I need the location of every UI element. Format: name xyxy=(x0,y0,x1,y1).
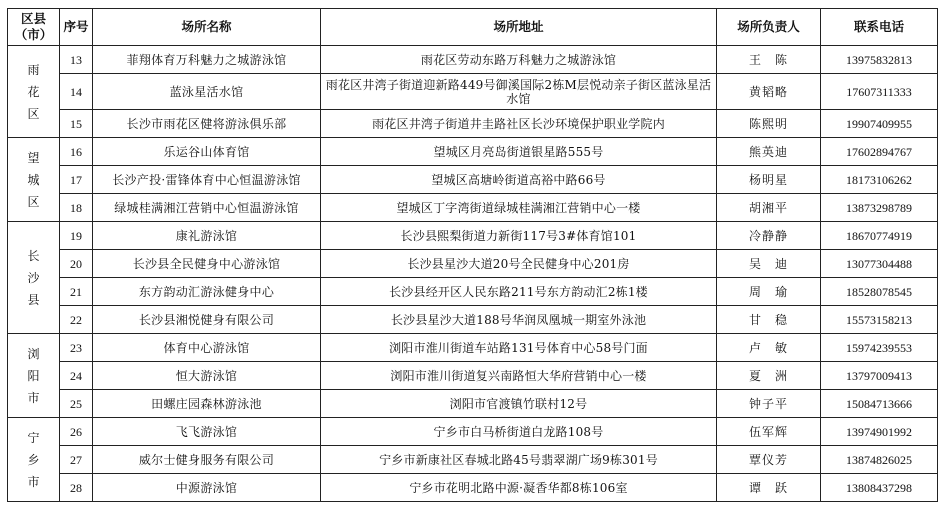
venue-table xyxy=(7,8,938,502)
manager-cell: 伍军辉 xyxy=(717,418,821,446)
header-manager: 场所负责人 xyxy=(717,9,821,46)
manager-cell: 钟子平 xyxy=(717,390,821,418)
table-row xyxy=(8,390,938,418)
phone-cell: 13974901992 xyxy=(821,418,938,446)
venue-address-cell: 望城区月亮岛街道银星路555号 xyxy=(321,138,717,166)
table-body xyxy=(8,46,938,502)
phone-cell: 15084713666 xyxy=(821,390,938,418)
venue-address-cell: 长沙县星沙大道20号全民健身中心201房 xyxy=(321,250,717,278)
venue-address-cell: 宁乡市新康社区春城北路45号翡翠湖广场9栋301号 xyxy=(321,446,717,474)
seq-cell: 25 xyxy=(60,390,93,418)
manager-cell: 黄韬略 xyxy=(717,74,821,110)
phone-cell: 13873298789 xyxy=(821,194,938,222)
venue-address-cell: 长沙县星沙大道188号华润凤凰城一期室外泳池 xyxy=(321,306,717,334)
table-row xyxy=(8,334,938,362)
manager-cell: 周 瑜 xyxy=(717,278,821,306)
venue-address-cell: 宁乡市白马桥街道白龙路108号 xyxy=(321,418,717,446)
district-cell xyxy=(8,138,60,222)
phone-cell: 13874826025 xyxy=(821,446,938,474)
venue-address-cell: 浏阳市淮川街道复兴南路恒大华府营销中心一楼 xyxy=(321,362,717,390)
manager-cell: 卢 敏 xyxy=(717,334,821,362)
seq-cell: 24 xyxy=(60,362,93,390)
phone-cell: 13808437298 xyxy=(821,474,938,502)
venue-name-cell: 飞飞游泳馆 xyxy=(93,418,321,446)
venue-name-cell: 长沙产投·雷锋体育中心恒温游泳馆 xyxy=(93,166,321,194)
venue-name-cell: 东方韵动汇游泳健身中心 xyxy=(93,278,321,306)
manager-cell: 王 陈 xyxy=(717,46,821,74)
header-name: 场所名称 xyxy=(93,9,321,46)
seq-cell: 19 xyxy=(60,222,93,250)
phone-cell: 13975832813 xyxy=(821,46,938,74)
table-row xyxy=(8,166,938,194)
manager-cell: 胡湘平 xyxy=(717,194,821,222)
venue-name-cell: 乐运谷山体育馆 xyxy=(93,138,321,166)
seq-cell: 22 xyxy=(60,306,93,334)
venue-name-cell: 长沙县湘悦健身有限公司 xyxy=(93,306,321,334)
phone-cell: 13797009413 xyxy=(821,362,938,390)
table-row xyxy=(8,418,938,446)
manager-cell: 覃仪芳 xyxy=(717,446,821,474)
phone-cell: 18670774919 xyxy=(821,222,938,250)
table-row xyxy=(8,138,938,166)
venue-address-cell: 宁乡市花明北路中源·凝香华都8栋106室 xyxy=(321,474,717,502)
table-row xyxy=(8,46,938,74)
seq-cell: 20 xyxy=(60,250,93,278)
seq-cell: 27 xyxy=(60,446,93,474)
seq-cell: 14 xyxy=(60,74,93,110)
venue-address-cell: 长沙县熙梨街道力新街117号3#体育馆101 xyxy=(321,222,717,250)
district-label: 浏阳市 xyxy=(27,346,40,405)
table-row xyxy=(8,362,938,390)
manager-cell: 冷静静 xyxy=(717,222,821,250)
manager-cell: 陈熙明 xyxy=(717,110,821,138)
venue-name-cell: 菲翔体育万科魅力之城游泳馆 xyxy=(93,46,321,74)
venue-name-cell: 中源游泳馆 xyxy=(93,474,321,502)
venue-address-cell: 长沙县经开区人民东路211号东方韵动汇2栋1楼 xyxy=(321,278,717,306)
header-address: 场所地址 xyxy=(321,9,717,46)
seq-cell: 23 xyxy=(60,334,93,362)
manager-cell: 甘 稳 xyxy=(717,306,821,334)
table-row xyxy=(8,110,938,138)
seq-cell: 28 xyxy=(60,474,93,502)
table-row xyxy=(8,278,938,306)
header-district: 区县（市） xyxy=(8,9,60,46)
phone-cell: 19907409955 xyxy=(821,110,938,138)
manager-cell: 吴 迪 xyxy=(717,250,821,278)
phone-cell: 15573158213 xyxy=(821,306,938,334)
phone-cell: 13077304488 xyxy=(821,250,938,278)
district-cell xyxy=(8,46,60,138)
phone-cell: 17607311333 xyxy=(821,74,938,110)
phone-cell: 18528078545 xyxy=(821,278,938,306)
venue-name-cell: 长沙县全民健身中心游泳馆 xyxy=(93,250,321,278)
venue-address-cell: 浏阳市官渡镇竹联村12号 xyxy=(321,390,717,418)
venue-address-cell: 望城区高塘岭街道高裕中路66号 xyxy=(321,166,717,194)
venue-name-cell: 蓝泳星活水馆 xyxy=(93,74,321,110)
venue-address-cell: 望城区丁字湾街道绿城桂满湘江营销中心一楼 xyxy=(321,194,717,222)
district-cell xyxy=(8,334,60,418)
phone-cell: 18173106262 xyxy=(821,166,938,194)
header-phone: 联系电话 xyxy=(821,9,938,46)
venue-name-cell: 田螺庄园森林游泳池 xyxy=(93,390,321,418)
manager-cell: 杨明星 xyxy=(717,166,821,194)
venue-name-cell: 威尔士健身服务有限公司 xyxy=(93,446,321,474)
district-label: 长沙县 xyxy=(27,248,40,307)
venue-name-cell: 长沙市雨花区健将游泳俱乐部 xyxy=(93,110,321,138)
venue-address-cell: 浏阳市淮川街道车站路131号体育中心58号门面 xyxy=(321,334,717,362)
venue-name-cell: 康礼游泳馆 xyxy=(93,222,321,250)
header-seq: 序号 xyxy=(60,9,93,46)
district-cell xyxy=(8,222,60,334)
district-label: 望城区 xyxy=(27,150,40,209)
manager-cell: 夏 洲 xyxy=(717,362,821,390)
table-row xyxy=(8,474,938,502)
table-row xyxy=(8,194,938,222)
table-row xyxy=(8,446,938,474)
seq-cell: 13 xyxy=(60,46,93,74)
header-row xyxy=(8,9,938,46)
table-row xyxy=(8,222,938,250)
venue-name-cell: 恒大游泳馆 xyxy=(93,362,321,390)
district-label: 雨花区 xyxy=(27,62,40,121)
table-row xyxy=(8,250,938,278)
district-label: 宁乡市 xyxy=(27,430,40,489)
venue-name-cell: 体育中心游泳馆 xyxy=(93,334,321,362)
seq-cell: 26 xyxy=(60,418,93,446)
seq-cell: 21 xyxy=(60,278,93,306)
table-row xyxy=(8,306,938,334)
phone-cell: 15974239553 xyxy=(821,334,938,362)
manager-cell: 熊英迪 xyxy=(717,138,821,166)
seq-cell: 18 xyxy=(60,194,93,222)
seq-cell: 15 xyxy=(60,110,93,138)
venue-address-cell: 雨花区井湾子街道井圭路社区长沙环境保护职业学院内 xyxy=(321,110,717,138)
venue-address-cell: 雨花区劳动东路万科魅力之城游泳馆 xyxy=(321,46,717,74)
table-row xyxy=(8,74,938,110)
district-cell xyxy=(8,418,60,502)
seq-cell: 16 xyxy=(60,138,93,166)
venue-address-cell: 雨花区井湾子街道迎新路449号御溪国际2栋M层悦动亲子街区蓝泳星活水馆 xyxy=(321,74,717,110)
phone-cell: 17602894767 xyxy=(821,138,938,166)
seq-cell: 17 xyxy=(60,166,93,194)
manager-cell: 谭 跃 xyxy=(717,474,821,502)
venue-name-cell: 绿城桂满湘江营销中心恒温游泳馆 xyxy=(93,194,321,222)
